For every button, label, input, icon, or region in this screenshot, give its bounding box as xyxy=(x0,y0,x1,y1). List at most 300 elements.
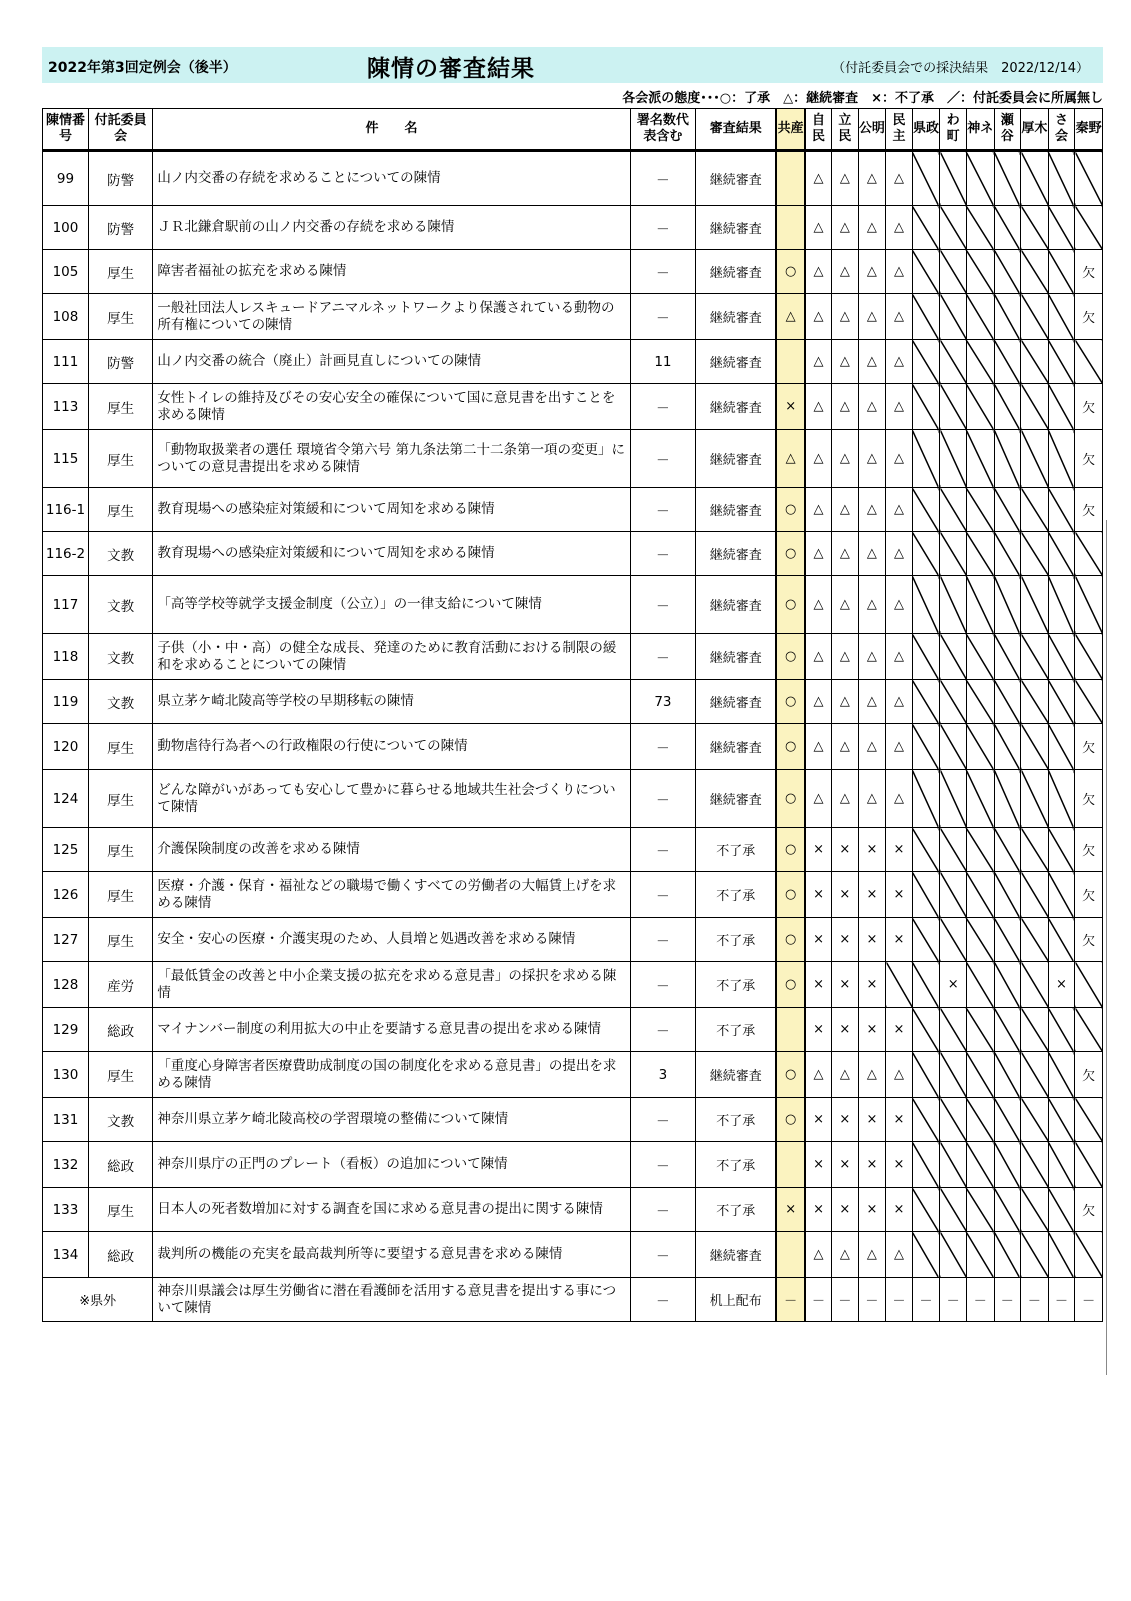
review-result: 不了承 xyxy=(696,918,777,962)
faction-vote: △ xyxy=(886,250,913,294)
faction-vote-not-member xyxy=(912,151,940,206)
faction-vote: ○ xyxy=(776,576,805,634)
page-title: 陳情の審査結果 xyxy=(367,56,535,82)
faction-vote-not-member xyxy=(994,488,1021,532)
petition-number: 128 xyxy=(43,962,89,1008)
faction-vote: △ xyxy=(805,770,832,828)
petition-number: 119 xyxy=(43,680,89,724)
faction-vote: △ xyxy=(832,680,859,724)
committee: 文教 xyxy=(88,532,152,576)
faction-vote: △ xyxy=(832,250,859,294)
faction-vote-not-member xyxy=(776,1008,805,1052)
faction-vote-not-member xyxy=(912,724,940,770)
petition-number: 116-1 xyxy=(43,488,89,532)
faction-vote: 欠 xyxy=(1075,1188,1103,1232)
col-faction: 立民 xyxy=(832,109,859,151)
petition-title: 障害者福祉の拡充を求める陳情 xyxy=(153,250,630,294)
faction-vote-not-member xyxy=(1048,680,1075,724)
petition-title: ＪＲ北鎌倉駅前の山ノ内交番の存続を求める陳情 xyxy=(153,206,630,250)
faction-vote: × xyxy=(832,1098,859,1142)
petition-title: 動物虐待行為者への行政権限の行使についての陳情 xyxy=(153,724,630,770)
signature-count: － xyxy=(630,151,695,206)
faction-vote-not-member xyxy=(912,206,940,250)
faction-vote-not-member xyxy=(912,918,940,962)
faction-vote-not-member xyxy=(776,206,805,250)
faction-vote-not-member xyxy=(1021,151,1049,206)
table-row xyxy=(43,294,1103,340)
faction-vote-not-member xyxy=(912,488,940,532)
faction-vote-not-member xyxy=(1048,724,1075,770)
faction-vote-not-member xyxy=(1048,1188,1075,1232)
faction-vote-not-member xyxy=(1075,962,1103,1008)
petition-number: 115 xyxy=(43,430,89,488)
faction-vote: 欠 xyxy=(1075,384,1103,430)
faction-vote-not-member xyxy=(994,151,1021,206)
results-table xyxy=(42,108,1103,1322)
signature-count: 3 xyxy=(630,1052,695,1098)
faction-vote-not-member xyxy=(966,1142,994,1188)
table-row xyxy=(43,770,1103,828)
petition-title: 医療・介護・保育・福祉などの職場で働くすべての労働者の大幅賃上げを求める陳情 xyxy=(153,872,630,918)
faction-vote-not-member xyxy=(1048,532,1075,576)
faction-vote: △ xyxy=(886,384,913,430)
table-row xyxy=(43,430,1103,488)
committee: 総政 xyxy=(88,1232,152,1278)
petition-title: 「重度心身障害者医療費助成制度の国の制度化を求める意見書」の提出を求める陳情 xyxy=(153,1052,630,1098)
review-result: 継続審査 xyxy=(696,1232,777,1278)
faction-vote-not-member xyxy=(994,576,1021,634)
signature-count: － xyxy=(630,1278,695,1322)
faction-vote: × xyxy=(805,1008,832,1052)
petition-number: 100 xyxy=(43,206,89,250)
faction-vote-not-member xyxy=(1048,151,1075,206)
faction-vote-not-member xyxy=(1048,1142,1075,1188)
vote-date-note: （付託委員会での採決結果 2022/12/14） xyxy=(832,61,1089,76)
faction-vote: 欠 xyxy=(1075,488,1103,532)
faction-vote-not-member xyxy=(1048,576,1075,634)
faction-vote-not-member xyxy=(912,250,940,294)
faction-vote-not-member xyxy=(940,206,967,250)
petition-number: 105 xyxy=(43,250,89,294)
faction-vote: △ xyxy=(858,340,886,384)
faction-vote: △ xyxy=(886,770,913,828)
faction-vote: × xyxy=(940,962,967,1008)
review-result: 継続審査 xyxy=(696,1052,777,1098)
col-faction: 公明 xyxy=(858,109,886,151)
page-edge-line xyxy=(1106,520,1107,1375)
faction-vote: △ xyxy=(886,724,913,770)
faction-vote-not-member xyxy=(912,680,940,724)
review-result: 継続審査 xyxy=(696,680,777,724)
faction-vote-not-member xyxy=(912,576,940,634)
table-row xyxy=(43,1232,1103,1278)
faction-vote: － xyxy=(994,1278,1021,1322)
signature-count: － xyxy=(630,724,695,770)
committee: 厚生 xyxy=(88,430,152,488)
faction-vote: 欠 xyxy=(1075,294,1103,340)
review-result: 継続審査 xyxy=(696,488,777,532)
petition-number: 120 xyxy=(43,724,89,770)
table-row xyxy=(43,1008,1103,1052)
signature-count: － xyxy=(630,1008,695,1052)
faction-vote: × xyxy=(832,918,859,962)
faction-vote-not-member xyxy=(1021,384,1049,430)
faction-vote: △ xyxy=(858,634,886,680)
faction-vote: △ xyxy=(886,1052,913,1098)
faction-vote-not-member xyxy=(940,250,967,294)
faction-vote-not-member xyxy=(994,430,1021,488)
review-result: 机上配布 xyxy=(696,1278,777,1322)
review-result: 継続審査 xyxy=(696,770,777,828)
table-row xyxy=(43,1052,1103,1098)
committee: 厚生 xyxy=(88,724,152,770)
faction-vote-not-member xyxy=(994,1142,1021,1188)
table-row xyxy=(43,872,1103,918)
faction-vote-not-member xyxy=(966,634,994,680)
petition-title: 「最低賃金の改善と中小企業支援の拡充を求める意見書」の採択を求める陳情 xyxy=(153,962,630,1008)
petition-title: 子供（小・中・高）の健全な成長、発達のために教育活動における制限の緩和を求めることについての陳情 xyxy=(153,634,630,680)
faction-vote-not-member xyxy=(912,1188,940,1232)
faction-vote: △ xyxy=(886,294,913,340)
petition-title: 女性トイレの維持及びその安心安全の確保について国に意見書を出すことを求める陳情 xyxy=(153,384,630,430)
faction-vote-not-member xyxy=(1048,206,1075,250)
legend: 各会派の態度･･･○：了承 △：継続審査 ×：不了承 ／：付託委員会に所属無し xyxy=(622,91,1103,106)
review-result: 継続審査 xyxy=(696,250,777,294)
faction-vote-not-member xyxy=(1075,1232,1103,1278)
table-row xyxy=(43,918,1103,962)
faction-vote: △ xyxy=(805,634,832,680)
committee: 文教 xyxy=(88,1098,152,1142)
faction-vote-not-member xyxy=(912,532,940,576)
petition-title: どんな障がいがあっても安心して豊かに暮らせる地域共生社会づくりについて陳情 xyxy=(153,770,630,828)
faction-vote: △ xyxy=(832,151,859,206)
committee: 文教 xyxy=(88,576,152,634)
faction-vote: × xyxy=(886,918,913,962)
faction-vote: 欠 xyxy=(1075,430,1103,488)
faction-vote-not-member xyxy=(1075,151,1103,206)
faction-vote: － xyxy=(1048,1278,1075,1322)
committee: 厚生 xyxy=(88,770,152,828)
faction-vote: △ xyxy=(886,634,913,680)
header-row xyxy=(43,109,1103,151)
faction-vote-not-member xyxy=(1021,1232,1049,1278)
signature-count: － xyxy=(630,1232,695,1278)
faction-vote: × xyxy=(886,828,913,872)
faction-vote: △ xyxy=(832,488,859,532)
committee: 総政 xyxy=(88,1142,152,1188)
faction-vote-not-member xyxy=(966,828,994,872)
faction-vote-not-member xyxy=(966,872,994,918)
faction-vote-not-member xyxy=(912,430,940,488)
committee: 厚生 xyxy=(88,294,152,340)
table-row xyxy=(43,1188,1103,1232)
faction-vote-not-member xyxy=(940,340,967,384)
faction-vote: △ xyxy=(858,770,886,828)
faction-vote: 欠 xyxy=(1075,828,1103,872)
faction-vote: △ xyxy=(886,1232,913,1278)
col-faction: 自民 xyxy=(805,109,832,151)
faction-vote-not-member xyxy=(1021,340,1049,384)
petition-number: 133 xyxy=(43,1188,89,1232)
table-row xyxy=(43,340,1103,384)
faction-vote-not-member xyxy=(1048,1098,1075,1142)
faction-vote-not-member xyxy=(994,1052,1021,1098)
outside-label: ※県外 xyxy=(43,1278,153,1322)
review-result: 不了承 xyxy=(696,1008,777,1052)
table-row xyxy=(43,151,1103,206)
table-row xyxy=(43,250,1103,294)
faction-vote: △ xyxy=(858,488,886,532)
review-result: 不了承 xyxy=(696,1188,777,1232)
faction-vote-not-member xyxy=(776,340,805,384)
faction-vote: △ xyxy=(886,680,913,724)
faction-vote: △ xyxy=(858,1052,886,1098)
faction-vote-not-member xyxy=(1021,250,1049,294)
review-result: 不了承 xyxy=(696,1098,777,1142)
faction-vote: × xyxy=(805,918,832,962)
signature-count: 73 xyxy=(630,680,695,724)
committee: 文教 xyxy=(88,634,152,680)
faction-vote-not-member xyxy=(966,680,994,724)
faction-vote-not-member xyxy=(940,770,967,828)
committee: 厚生 xyxy=(88,872,152,918)
col-number: 陳情番号 xyxy=(43,109,89,151)
committee: 厚生 xyxy=(88,250,152,294)
petition-number: 125 xyxy=(43,828,89,872)
faction-vote: △ xyxy=(805,1052,832,1098)
faction-vote-not-member xyxy=(912,962,940,1008)
faction-vote-not-member xyxy=(1021,770,1049,828)
faction-vote-not-member xyxy=(1021,294,1049,340)
faction-vote: △ xyxy=(832,1052,859,1098)
faction-vote: － xyxy=(966,1278,994,1322)
faction-vote-not-member xyxy=(940,532,967,576)
faction-vote-not-member xyxy=(940,1052,967,1098)
committee: 厚生 xyxy=(88,828,152,872)
faction-vote: △ xyxy=(858,384,886,430)
faction-vote-not-member xyxy=(940,294,967,340)
col-faction: 民主 xyxy=(886,109,913,151)
review-result: 継続審査 xyxy=(696,206,777,250)
faction-vote: × xyxy=(1048,962,1075,1008)
petition-title: 山ノ内交番の統合（廃止）計画見直しについての陳情 xyxy=(153,340,630,384)
faction-vote: × xyxy=(858,1098,886,1142)
faction-vote-not-member xyxy=(966,1008,994,1052)
faction-vote: △ xyxy=(858,430,886,488)
faction-vote-not-member xyxy=(1075,340,1103,384)
faction-vote-not-member xyxy=(886,962,913,1008)
table-row xyxy=(43,724,1103,770)
review-result: 継続審査 xyxy=(696,430,777,488)
faction-vote: ○ xyxy=(776,680,805,724)
signature-count: － xyxy=(630,918,695,962)
faction-vote-not-member xyxy=(994,770,1021,828)
petition-title: 日本人の死者数増加に対する調査を国に求める意見書の提出に関する陳情 xyxy=(153,1188,630,1232)
committee: 産労 xyxy=(88,962,152,1008)
faction-vote: × xyxy=(832,962,859,1008)
col-faction: 厚木 xyxy=(1021,109,1049,151)
petition-number: 99 xyxy=(43,151,89,206)
faction-vote-not-member xyxy=(994,1008,1021,1052)
faction-vote-not-member xyxy=(912,1098,940,1142)
committee: 厚生 xyxy=(88,1188,152,1232)
faction-vote: × xyxy=(805,872,832,918)
faction-vote-not-member xyxy=(940,384,967,430)
faction-vote: × xyxy=(858,1142,886,1188)
faction-vote-not-member xyxy=(966,488,994,532)
faction-vote-not-member xyxy=(1048,384,1075,430)
faction-vote-not-member xyxy=(1075,634,1103,680)
faction-vote-not-member xyxy=(1021,872,1049,918)
committee: 厚生 xyxy=(88,918,152,962)
faction-vote: × xyxy=(832,872,859,918)
petition-number: 113 xyxy=(43,384,89,430)
faction-vote: △ xyxy=(858,206,886,250)
faction-vote-not-member xyxy=(966,340,994,384)
faction-vote-not-member xyxy=(912,634,940,680)
faction-vote: － xyxy=(805,1278,832,1322)
petition-title: 県立茅ケ崎北陵高等学校の早期移転の陳情 xyxy=(153,680,630,724)
faction-vote-not-member xyxy=(1021,1188,1049,1232)
faction-vote: × xyxy=(858,872,886,918)
signature-count: － xyxy=(630,294,695,340)
faction-vote-not-member xyxy=(940,151,967,206)
faction-vote-not-member xyxy=(912,770,940,828)
committee: 厚生 xyxy=(88,488,152,532)
faction-vote: △ xyxy=(858,1232,886,1278)
faction-vote-not-member xyxy=(1021,918,1049,962)
faction-vote: △ xyxy=(858,151,886,206)
faction-vote-not-member xyxy=(940,1098,967,1142)
review-result: 不了承 xyxy=(696,1142,777,1188)
faction-vote: △ xyxy=(832,294,859,340)
faction-vote-not-member xyxy=(940,430,967,488)
faction-vote: × xyxy=(858,828,886,872)
faction-vote-not-member xyxy=(912,1232,940,1278)
faction-vote-not-member xyxy=(940,576,967,634)
col-result: 審査結果 xyxy=(696,109,777,151)
faction-vote: － xyxy=(912,1278,940,1322)
faction-vote-not-member xyxy=(940,1142,967,1188)
petition-title: 神奈川県議会は厚生労働省に潜在看護師を活用する意見書を提出する事について陳情 xyxy=(153,1278,630,1322)
petition-title: 一般社団法人レスキュードアニマルネットワークより保護されている動物の所有権についての陳情 xyxy=(153,294,630,340)
faction-vote-not-member xyxy=(1021,532,1049,576)
faction-vote-not-member xyxy=(912,340,940,384)
petition-number: 116-2 xyxy=(43,532,89,576)
table-row xyxy=(43,576,1103,634)
signature-count: － xyxy=(630,634,695,680)
review-result: 不了承 xyxy=(696,872,777,918)
signature-count: － xyxy=(630,576,695,634)
faction-vote: × xyxy=(776,1188,805,1232)
faction-vote-not-member xyxy=(994,1098,1021,1142)
faction-vote: × xyxy=(805,1142,832,1188)
col-faction: 秦野 xyxy=(1075,109,1103,151)
faction-vote-not-member xyxy=(940,1008,967,1052)
faction-vote-not-member xyxy=(940,680,967,724)
petition-number: 118 xyxy=(43,634,89,680)
faction-vote: △ xyxy=(832,634,859,680)
faction-vote-not-member xyxy=(1021,1008,1049,1052)
faction-vote-not-member xyxy=(1048,1232,1075,1278)
signature-count: － xyxy=(630,206,695,250)
table-row xyxy=(43,384,1103,430)
faction-vote: △ xyxy=(832,724,859,770)
faction-vote: × xyxy=(886,872,913,918)
faction-vote-not-member xyxy=(994,918,1021,962)
review-result: 不了承 xyxy=(696,962,777,1008)
faction-vote-not-member xyxy=(966,770,994,828)
faction-vote-not-member xyxy=(912,1052,940,1098)
table-row xyxy=(43,532,1103,576)
faction-vote-not-member xyxy=(912,1142,940,1188)
faction-vote-not-member xyxy=(912,384,940,430)
faction-vote-not-member xyxy=(1021,724,1049,770)
faction-vote-not-member xyxy=(994,294,1021,340)
faction-vote-not-member xyxy=(1021,206,1049,250)
faction-vote: ○ xyxy=(776,1052,805,1098)
petition-title: 神奈川県庁の正門のプレート（看板）の追加について陳情 xyxy=(153,1142,630,1188)
faction-vote: × xyxy=(832,1142,859,1188)
col-faction: 県政 xyxy=(912,109,940,151)
signature-count: － xyxy=(630,532,695,576)
faction-vote: △ xyxy=(805,250,832,294)
faction-vote-not-member xyxy=(1021,576,1049,634)
faction-vote-not-member xyxy=(912,294,940,340)
faction-vote-not-member xyxy=(994,962,1021,1008)
committee: 厚生 xyxy=(88,384,152,430)
faction-vote: △ xyxy=(832,1232,859,1278)
faction-vote: △ xyxy=(858,680,886,724)
faction-vote: △ xyxy=(886,151,913,206)
faction-vote-not-member xyxy=(1021,430,1049,488)
faction-vote-not-member xyxy=(1048,294,1075,340)
faction-vote-not-member xyxy=(1075,532,1103,576)
faction-vote: △ xyxy=(805,724,832,770)
faction-vote: ○ xyxy=(776,770,805,828)
faction-vote-not-member xyxy=(940,918,967,962)
faction-vote: ○ xyxy=(776,962,805,1008)
faction-vote: ○ xyxy=(776,872,805,918)
faction-vote-not-member xyxy=(1048,250,1075,294)
faction-vote: － xyxy=(1075,1278,1103,1322)
faction-vote-not-member xyxy=(940,1188,967,1232)
faction-vote-not-member xyxy=(1048,634,1075,680)
faction-vote: × xyxy=(776,384,805,430)
signature-count: － xyxy=(630,962,695,1008)
faction-vote: 欠 xyxy=(1075,872,1103,918)
faction-vote-not-member xyxy=(912,872,940,918)
faction-vote-not-member xyxy=(1048,1008,1075,1052)
faction-vote: ○ xyxy=(776,532,805,576)
faction-vote-not-member xyxy=(1075,1098,1103,1142)
faction-vote: △ xyxy=(886,532,913,576)
signature-count: － xyxy=(630,1188,695,1232)
faction-vote-not-member xyxy=(994,872,1021,918)
faction-vote: △ xyxy=(858,250,886,294)
petition-title: 山ノ内交番の存続を求めることについての陳情 xyxy=(153,151,630,206)
faction-vote: △ xyxy=(858,576,886,634)
faction-vote-not-member xyxy=(776,151,805,206)
signature-count: － xyxy=(630,430,695,488)
table-row xyxy=(43,1142,1103,1188)
faction-vote: △ xyxy=(832,206,859,250)
faction-vote: △ xyxy=(886,340,913,384)
faction-vote: △ xyxy=(776,430,805,488)
faction-vote-not-member xyxy=(994,680,1021,724)
petition-title: 安全・安心の医療・介護実現のため、人員増と処遇改善を求める陳情 xyxy=(153,918,630,962)
faction-vote-not-member xyxy=(1048,430,1075,488)
